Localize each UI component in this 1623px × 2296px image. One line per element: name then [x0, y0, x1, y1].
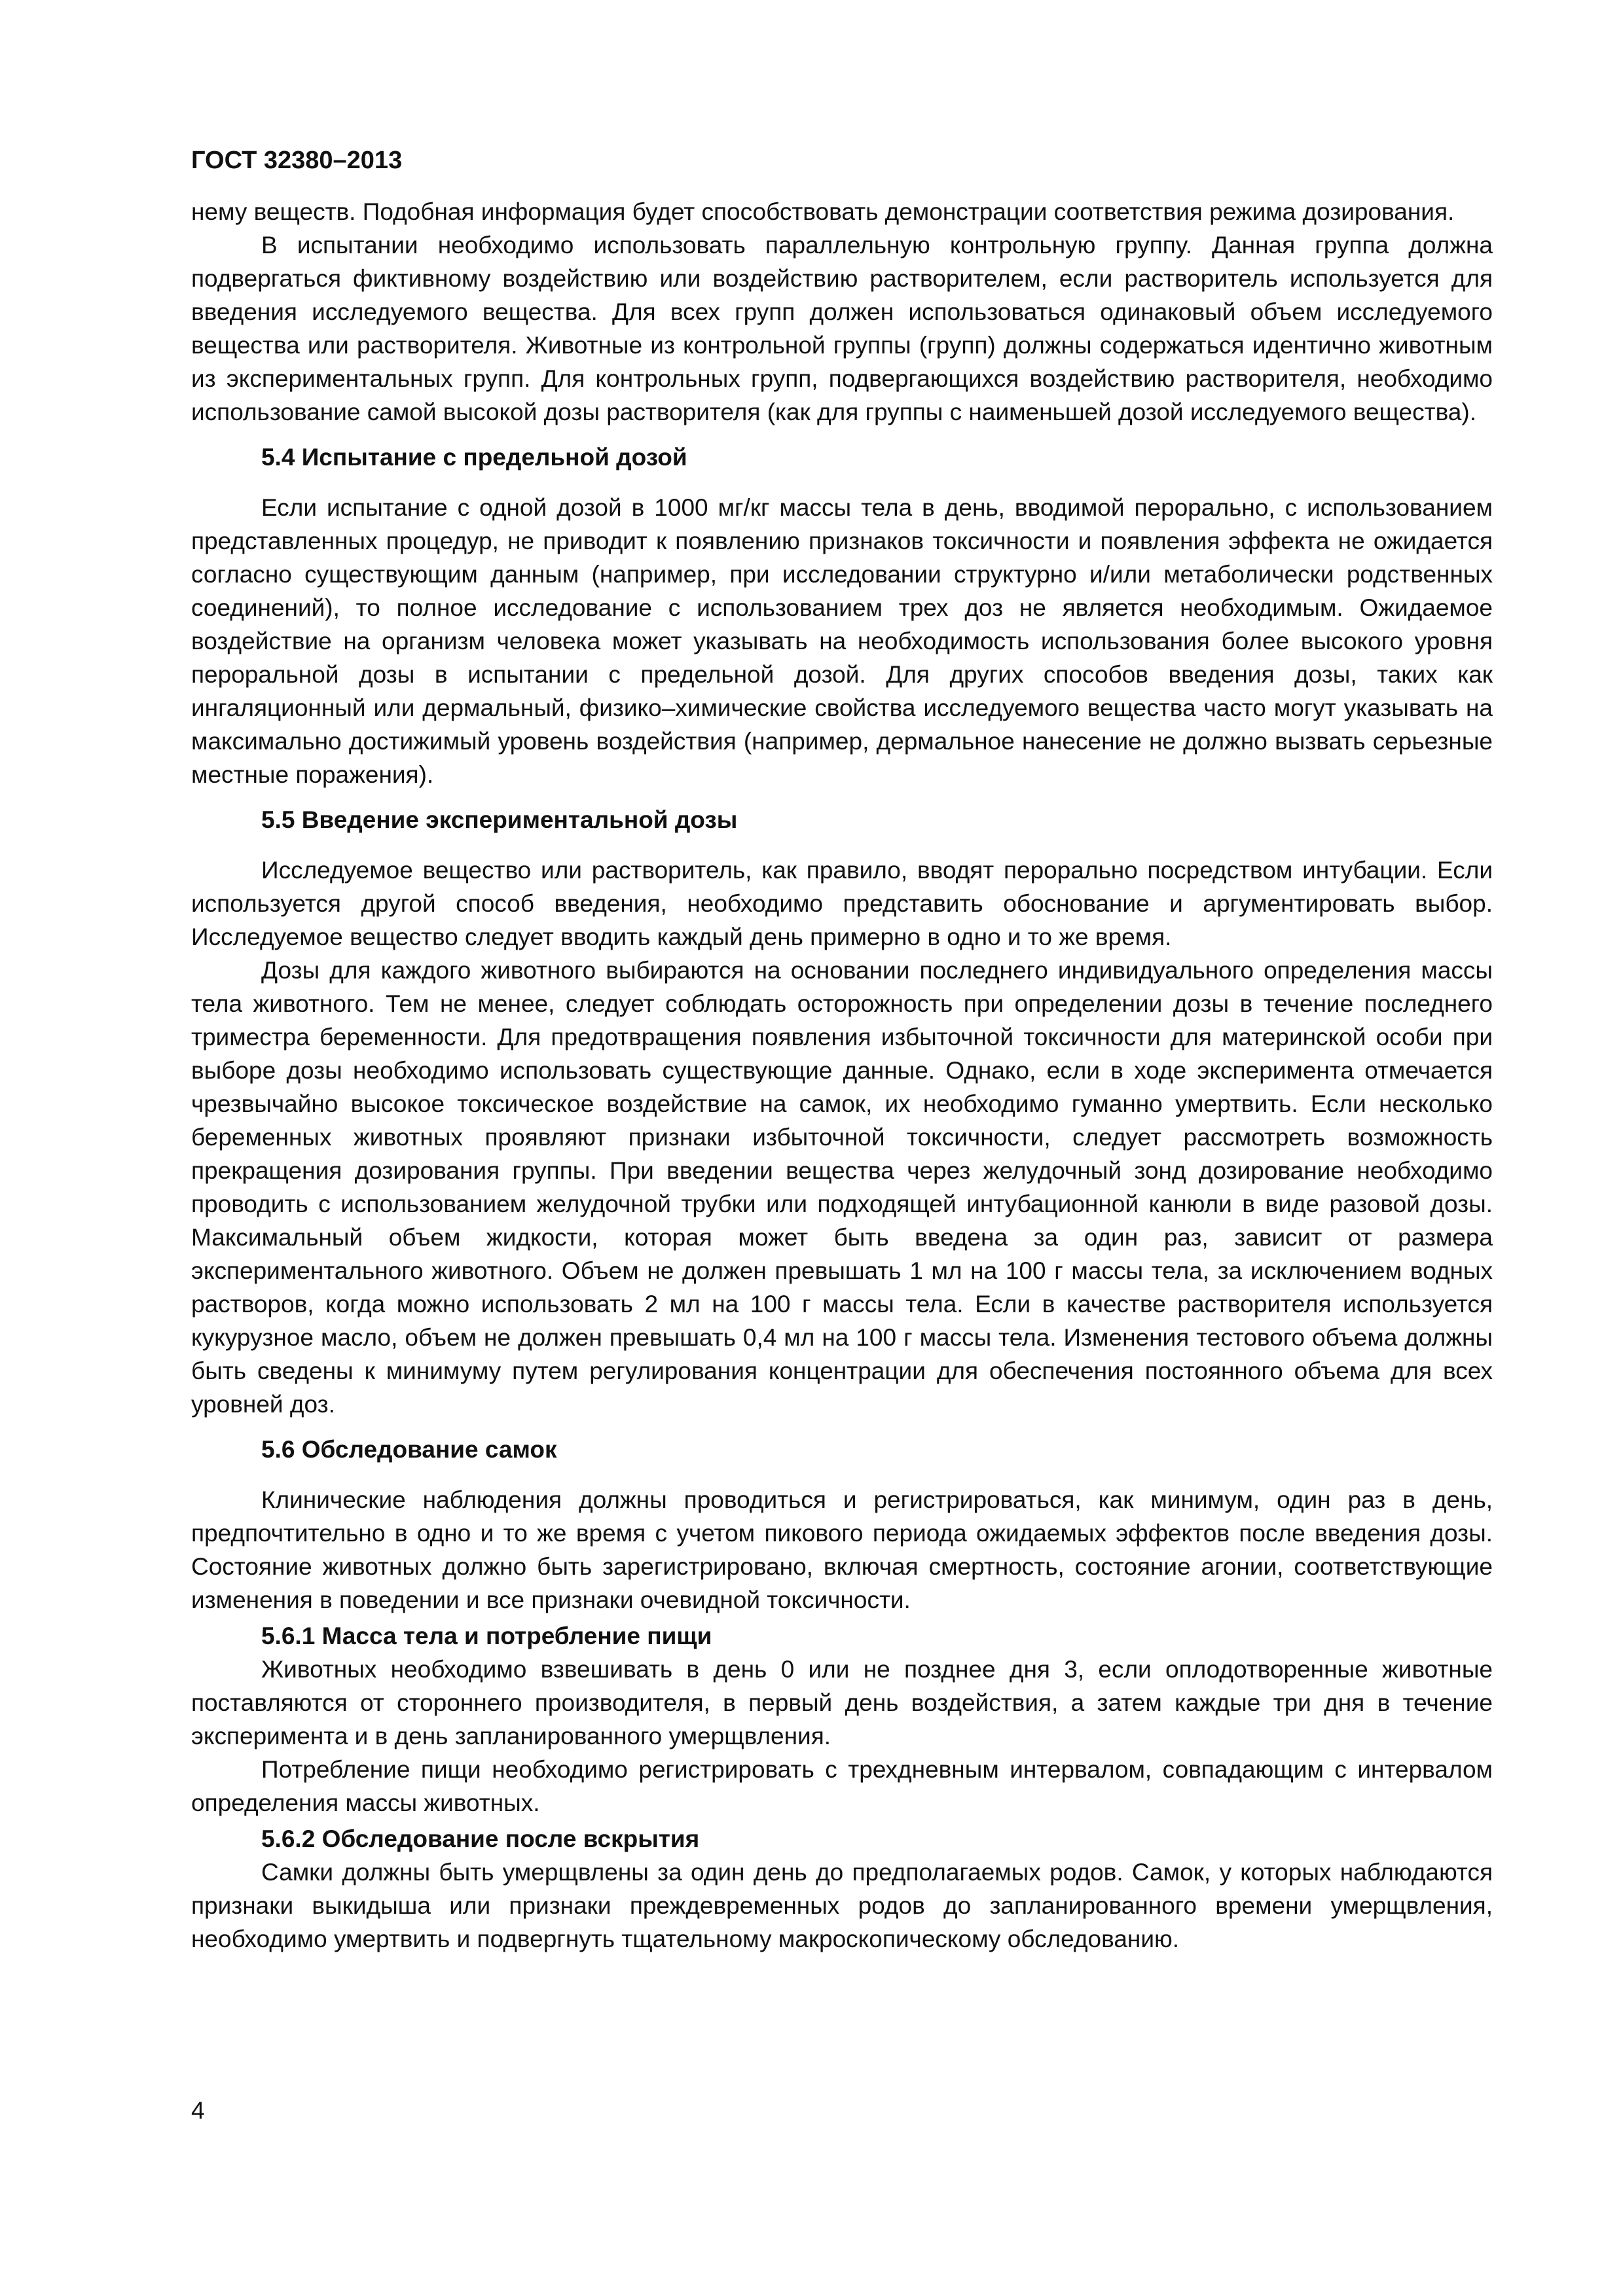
section-5-6-heading: 5.6 Обследование самок	[261, 1436, 557, 1463]
section-5-6-1-paragraph-2: Потребление пищи необходимо регистрировать с трехдневным интервалом, совпадающим с интервалом определения массы животных.	[191, 1756, 1493, 1816]
section-5-6-2-heading: 5.6.2 Обследование после вскрытия	[261, 1825, 700, 1852]
section-5-6-1-heading: 5.6.1 Масса тела и потребление пищи	[261, 1623, 712, 1649]
document-id-header: ГОСТ 32380–2013	[191, 147, 403, 174]
page-number: 4	[191, 2097, 205, 2124]
section-5-6-1-paragraph-1: Животных необходимо взвешивать в день 0 или не позднее дня 3, если оплодотворенные животные поставляются от стороннего производителя, в первый день воздействия, а затем каждые три дня в течение эксперимента и в день запланированного умерщвления.	[191, 1656, 1493, 1749]
section-5-6-2-paragraph-1: Самки должны быть умерщвлены за один день до предполагаемых родов. Самок, у которых наблюдаются признаки выкидыша или признаки преждевременных родов до запланированного времени умерщвления, необходимо умертвить и подвергнуть тщательному макроскопическому обследованию.	[191, 1859, 1493, 1952]
section-5-5-heading: 5.5 Введение экспериментальной дозы	[261, 806, 738, 833]
section-5-5-paragraph-2: Дозы для каждого животного выбираются на основании последнего индивидуального определения массы тела животного. Тем не менее, следует соблюдать осторожность при определении дозы в течение последнего триместра беременности. Для предотвращения появления избыточной токсичности для материнской особи при выборе дозы необходимо использовать существующие данные. Однако, если в ходе эксперимента отмечается чрезвычайно высокое токсическое воздействие на самок, их необходимо гуманно умертвить. Если несколько беременных животных проявляют признаки избыточной токсичности, следует рассмотреть возможность прекращения дозирования группы. При введении вещества через желудочный зонд дозирование необходимо проводить с использованием желудочной трубки или подходящей интубационной канюли в виде разовой дозы. Максимальный объем жидкости, которая может быть введена за один раз, зависит от размера экспериментального животного. Объем не должен превышать 1 мл на 100 г массы тела, за исключением водных растворов, когда можно использовать 2 мл на 100 г массы тела. Если в качестве растворителя используется кукурузное масло, объем не должен превышать 0,4 мл на 100 г массы тела. Изменения тестового объема должны быть сведены к минимуму путем регулирования концентрации для обеспечения постоянного объема для всех уровней доз.	[191, 957, 1493, 1418]
intro-paragraph-1: нему веществ. Подобная информация будет способствовать демонстрации соответствия режима дозирования.	[191, 198, 1455, 225]
document-page	[191, 144, 1493, 1956]
section-5-5-paragraph-1: Исследуемое вещество или растворитель, как правило, вводят перорально посредством интубации. Если используется другой способ введения, необходимо представить обоснование и аргументировать выбор. Исследуемое вещество следует вводить каждый день примерно в одно и то же время.	[191, 857, 1493, 950]
section-5-4-paragraph-1: Если испытание с одной дозой в 1000 мг/кг массы тела в день, вводимой перорально, с использованием представленных процедур, не приводит к появлению признаков токсичности и появления эффекта не ожидается согласно существующим данным (например, при исследовании структурно и/или метаболически родственных соединений), то полное исследование с использованием трех доз не является необходимым. Ожидаемое воздействие на организм человека может указывать на необходимость использования более высокого уровня пероральной дозы в испытании с предельной дозой. Для других способов введения дозы, таких как ингаляционный или дермальный, физико–химические свойства исследуемого вещества часто могут указывать на максимально достижимый уровень воздействия (например, дермальное нанесение не должно вызвать серьезные местные поражения).	[191, 494, 1493, 788]
intro-paragraph-2: В испытании необходимо использовать параллельную контрольную группу. Данная группа должна подвергаться фиктивному воздействию или воздействию растворителем, если растворитель используется для введения исследуемого вещества. Для всех групп должен использоваться одинаковый объем исследуемого вещества или растворителя. Животные из контрольной группы (групп) должны содержаться идентично животным из экспериментальных групп. Для контрольных групп, подвергающихся воздействию растворителя, необходимо использование самой высокой дозы растворителя (как для группы с наименьшей дозой исследуемого вещества).	[191, 232, 1493, 425]
section-5-4-heading: 5.4 Испытание с предельной дозой	[261, 444, 687, 471]
section-5-6-paragraph-1: Клинические наблюдения должны проводиться и регистрироваться, как минимум, один раз в день, предпочтительно в одно и то же время с учетом пикового периода ожидаемых эффектов после введения дозы. Состояние животных должно быть зарегистрировано, включая смертность, состояние агонии, соответствующие изменения в поведении и все признаки очевидной токсичности.	[191, 1486, 1493, 1613]
